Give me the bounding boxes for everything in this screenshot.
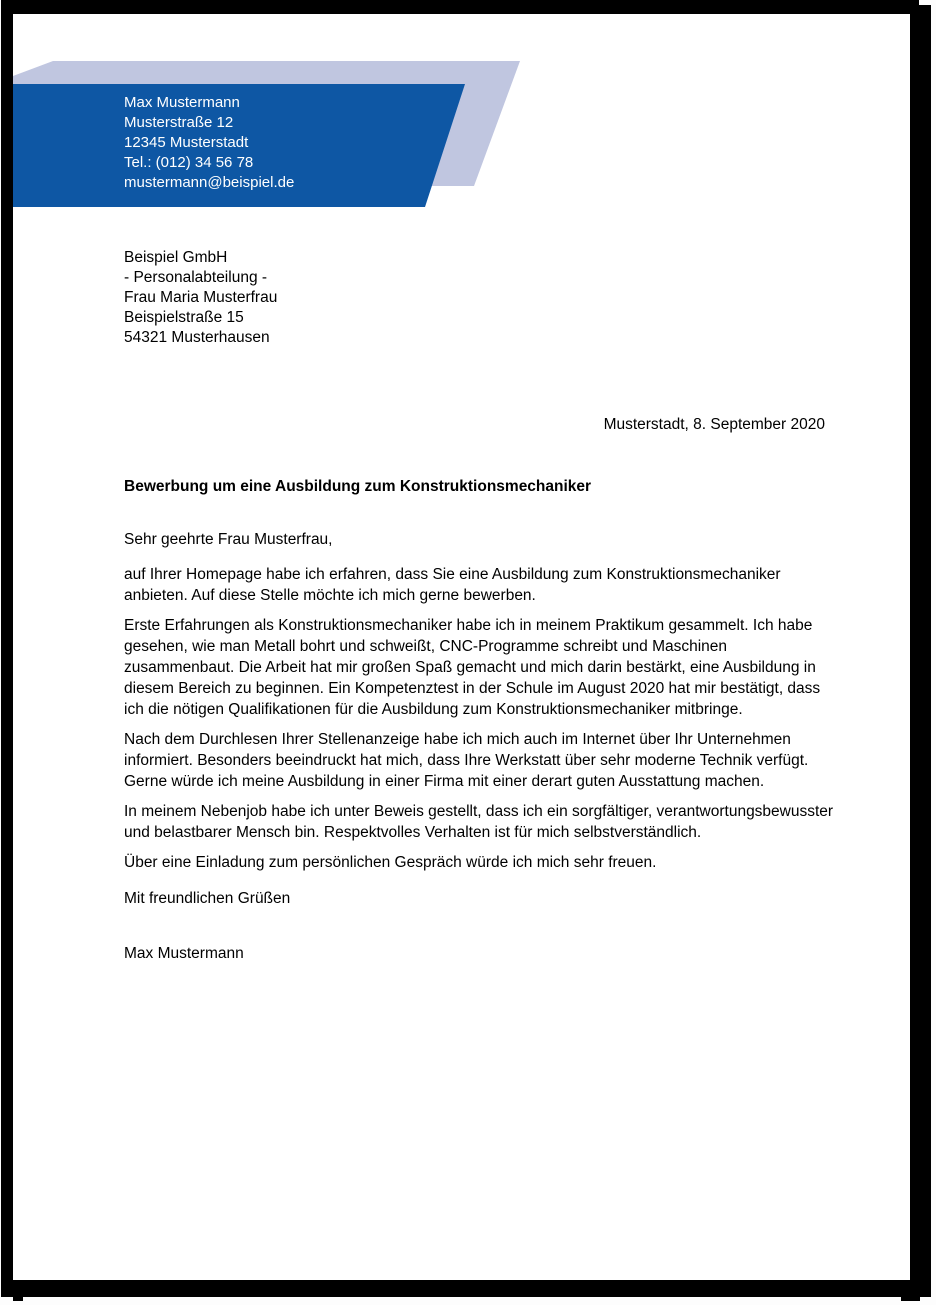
recipient-address-block xyxy=(124,248,277,348)
recipient-city: 54321 Musterhausen xyxy=(124,329,270,346)
letterhead-banner xyxy=(13,14,553,224)
sender-name: Max Mustermann xyxy=(124,94,240,111)
subject-line: Bewerbung um eine Ausbildung zum Konstruktionsmechaniker xyxy=(124,478,592,495)
paragraph-4: In meinem Nebenjob habe ich unter Beweis gestellt, dass ich ein sorgfältiger, verantwortungsbewusster und belastbarer Mensch bin. Respektvolles Verhalten ist für mich selbstverständlich. xyxy=(124,803,834,841)
sender-email: mustermann@beispiel.de xyxy=(124,174,295,191)
paragraph-2: Erste Erfahrungen als Konstruktionsmechaniker habe ich in meinem Praktikum gesammelt. Ich habe gesehen, wie man Metall bohrt und schweißt, CNC-Programme schreibt und Maschinen zusammenbaut. Die Arbeit hat mir großen Spaß gemacht und mich darin bestärkt, eine Ausbildung in diesem Bereich zu beginnen. Ein Kompetenztest in der Schule im August 2020 hat mir bestätigt, dass ich die nötigen Qualifikationen für die Ausbildung zum Konstruktionsmechaniker mitbringe. xyxy=(124,617,821,718)
paragraph-5: Über eine Einladung zum persönlichen Gespräch würde ich mich sehr freuen. xyxy=(124,854,657,871)
closing-formula: Mit freundlichen Grüßen xyxy=(124,890,291,907)
paragraph-3: Nach dem Durchlesen Ihrer Stellenanzeige habe ich mich auch im Internet über Ihr Unternehmen informiert. Besonders beeindruckt hat mich, dass Ihre Werkstatt über sehr moderne Technik verfügt. Gerne würde ich meine Ausbildung in einer Firma mit einer derart guten Ausstattung machen. xyxy=(124,731,809,790)
sender-city: 12345 Musterstadt xyxy=(124,134,249,151)
sender-street: Musterstraße 12 xyxy=(124,114,234,131)
letter-body xyxy=(124,529,836,964)
letter-page xyxy=(13,14,910,1280)
recipient-street: Beispielstraße 15 xyxy=(124,309,244,326)
sender-phone: Tel.: (012) 34 56 78 xyxy=(124,154,254,171)
paragraph-1: auf Ihrer Homepage habe ich erfahren, dass Sie eine Ausbildung zum Konstruktionsmechaniker anbieten. Auf diese Stelle möchte ich mich gerne bewerben. xyxy=(124,566,781,604)
signature-name: Max Mustermann xyxy=(124,945,244,962)
recipient-department: - Personalabteilung - xyxy=(124,269,268,286)
recipient-company: Beispiel GmbH xyxy=(124,249,228,266)
salutation: Sehr geehrte Frau Musterfrau, xyxy=(124,531,333,548)
sender-address-block xyxy=(124,93,294,193)
recipient-contact-person: Frau Maria Musterfrau xyxy=(124,289,278,306)
date-line: Musterstadt, 8. September 2020 xyxy=(603,416,825,433)
